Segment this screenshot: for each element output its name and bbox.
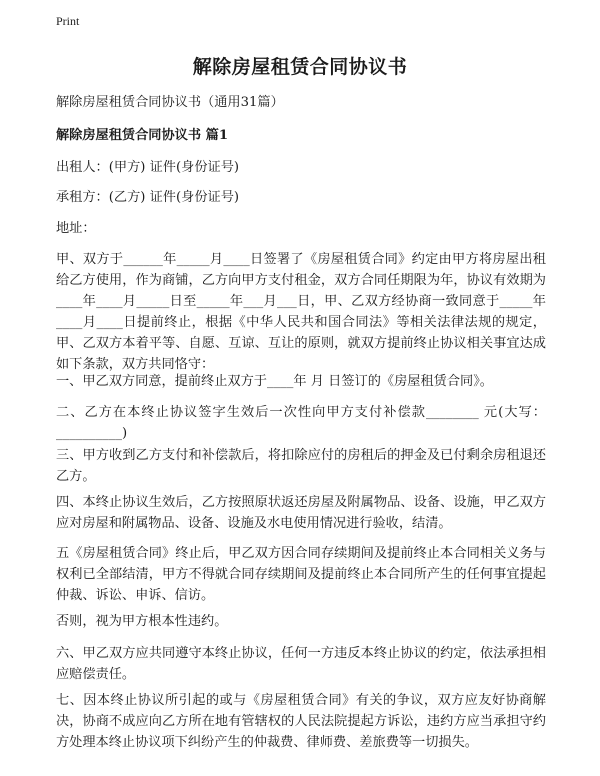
paragraph-clause-4: 四、本终止协议生效后，乙方按照原状返还房屋及附属物品、设备、设施，甲乙双方应对房屋和附属物品、设备、设施及水电使用情况进行验收，结清。 — [56, 495, 546, 531]
paragraph-breach-note: 否则，视为甲方根本性违约。 — [56, 614, 228, 629]
paragraph-clause-6: 六、甲乙双方应共同遵守本终止协议，任何一方违反本终止协议的约定，依法承担相应赔偿责任。 — [56, 646, 546, 682]
lessee-line: 承租方：(乙方) 证件(身份证号) — [56, 190, 240, 205]
print-link[interactable]: Print — [56, 14, 80, 28]
section-heading: 解除房屋租赁合同协议书 篇1 — [56, 128, 229, 143]
document-subtitle: 解除房屋租赁合同协议书（通用31篇） — [56, 95, 284, 110]
paragraph-clause-1: 一、甲乙双方同意，提前终止双方于____年 月 日签订的《房屋租赁合同》。 — [56, 374, 493, 389]
address-line: 地址： — [56, 221, 96, 236]
lessor-line: 出租人：(甲方) 证件(身份证号) — [56, 160, 240, 175]
paragraph-clause-5: 五《房屋租赁合同》终止后，甲乙双方因合同存续期间及提前终止本合同相关义务与权利已全部结清，甲方不得就合同存续期间及提前终止本合同所产生的任何事宜提起仲裁、诉讼、申诉、信访。 — [56, 546, 546, 603]
paragraph-clause-2: 二、乙方在本终止协议签字生效后一次性向甲方支付补偿款________ 元(大写：__________) — [56, 405, 546, 441]
paragraph-clause-7: 七、因本终止协议所引起的或与《房屋租赁合同》有关的争议，双方应友好协商解决，协商不成应向乙方所在地有管辖权的人民法院提起方诉讼，违约方应当承担守约方处理本终止协议项下纠纷产生的仲裁费、律师费、差旅费等一切损失。 — [56, 693, 546, 750]
paragraph-clause-3: 三、甲方收到乙方支付和补偿款后，将扣除应付的房租后的押金及已付剩余房租退还乙方。 — [56, 448, 546, 484]
paragraph-intro: 甲、双方于______年_____月____日签署了《房屋租赁合同》约定由甲方将房屋出租给乙方使用，作为商铺，乙方向甲方支付租金，双方合同任期限为年，协议有效期为____年____月_____日至_____年___月___日，甲、乙双方经协商一致同意于_____年____月____日提前终止，根据《中华人民共和国合同法》等相关法律法规的规定，甲、乙双方本着平等、自愿、互谅、互让的原则，就双方提前终止协议相关事宜达成如下条款，双方共同恪守： — [56, 252, 546, 372]
document-title: 解除房屋租赁合同协议书 — [192, 56, 408, 78]
